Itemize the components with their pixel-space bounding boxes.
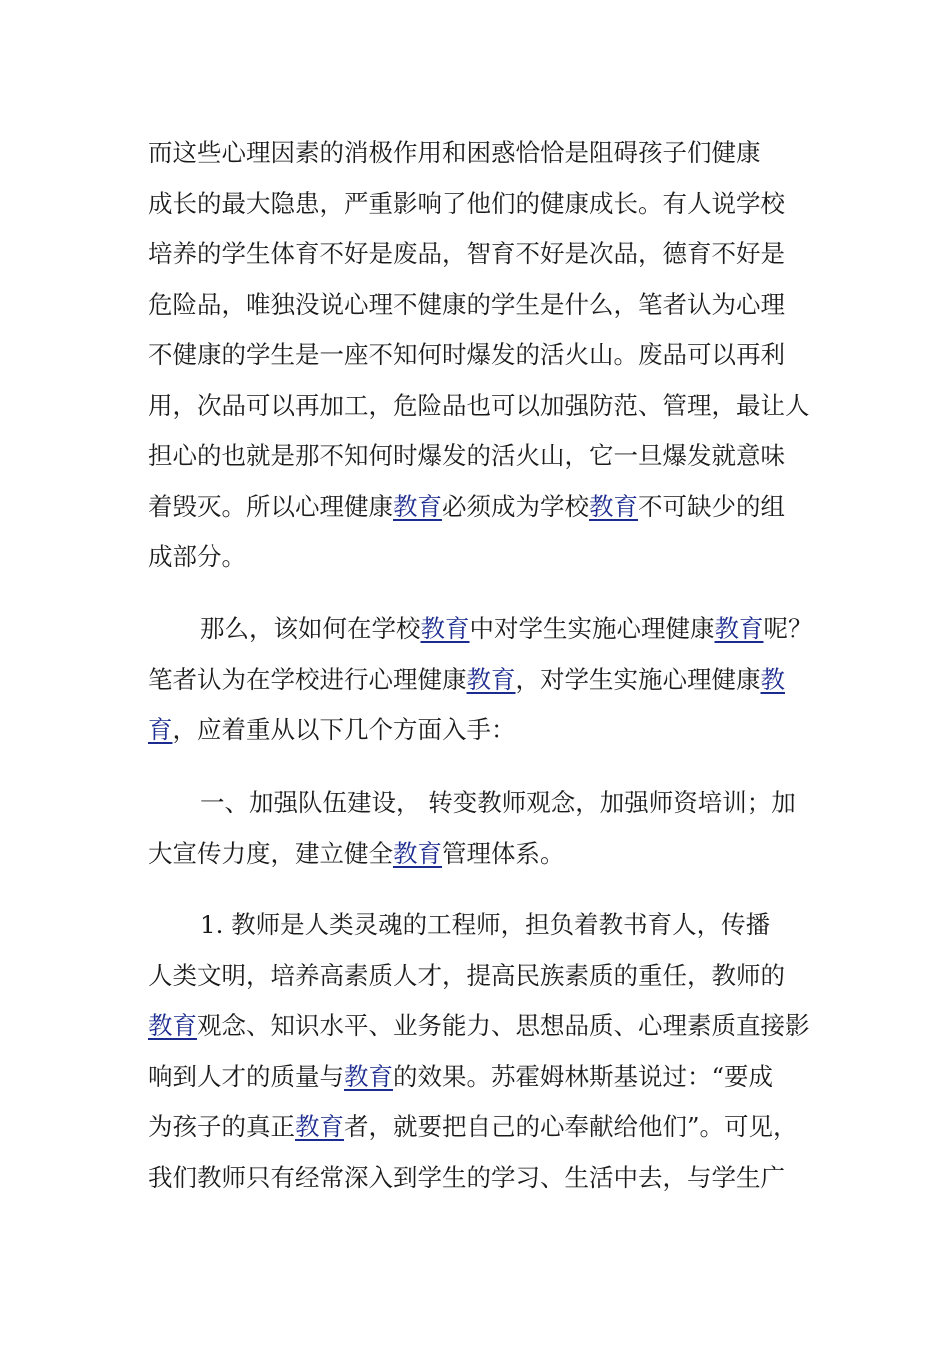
paragraph-1 [148,128,818,583]
keyword-link[interactable]: 教育 [148,1011,197,1040]
text-segment: 不健康的学生是一座不知何时爆发的活火山。废品可以再利 [148,340,785,369]
text-line [148,179,818,230]
paragraph-3 [148,778,818,879]
text-segment: 不可缺少的组 [638,491,785,521]
text-segment: 1. 教师是人类灵魂的工程师，担负着教书育人，传播 [200,910,771,939]
text-line [148,482,818,533]
text-segment: 而这些心理因素的消极作用和困惑恰恰是阻碍孩子们健康 [148,138,761,167]
text-line [148,128,818,179]
text-line [148,604,818,655]
text-line [148,280,818,331]
text-segment: 用，次品可以再加工，危险品也可以加强防范、管理，最让人 [148,390,810,420]
text-line [148,705,818,756]
text-line [148,1102,818,1153]
keyword-link[interactable]: 教育 [466,664,516,694]
text-segment: ，对学生实施心理健康 [515,664,761,694]
text-segment: 着毁灭。所以心理健康 [148,491,393,521]
text-segment: 成长的最大隐患，严重影响了他们的健康成长。有人说学校 [148,188,785,218]
text-segment: 担心的也就是那不知何时爆发的活火山，它一旦爆发就意味 [148,441,785,470]
text-segment: 管理体系。 [442,838,565,868]
text-segment: 危险品，唯独没说心理不健康的学生是什么，笔者认为心理 [148,289,785,319]
text-segment: 那么，该如何在学校 [200,614,421,643]
keyword-link[interactable]: 教育 [589,491,638,521]
text-line [148,778,818,829]
text-segment: 响到人才的质量与 [148,1061,344,1091]
text-line [148,1153,818,1204]
keyword-link[interactable]: 教育 [295,1112,344,1141]
text-line [148,381,818,432]
keyword-link[interactable]: 教育 [714,614,764,643]
text-segment: 中对学生实施心理健康 [469,614,715,643]
text-line [148,1052,818,1103]
text-line [148,532,818,583]
text-segment: ，应着重从以下几个方面入手： [172,715,516,744]
text-segment: 观念、知识水平、业务能力、思想品质、心理素质直接影 [197,1011,810,1040]
text-segment: 者，就要把自己的心奉献给他们”。可见， [344,1112,798,1141]
text-line [148,330,818,381]
text-line [148,829,818,880]
paragraph-4 [148,900,818,1203]
text-line [148,431,818,482]
text-segment: 我们教师只有经常深入到学生的学习、生活中去，与学生广 [148,1162,785,1192]
text-segment: 笔者认为在学校进行心理健康 [148,664,467,694]
keyword-link[interactable]: 教育 [344,1061,393,1091]
text-segment: 呢？ [763,614,813,643]
text-line [148,951,818,1002]
text-line [148,229,818,280]
text-segment: 成部分。 [148,542,246,571]
text-segment: 的效果。苏霍姆林斯基说过：“要成 [393,1061,774,1091]
text-segment: 人类文明，培养高素质人才，提高民族素质的重任，教师的 [148,960,785,990]
text-segment: 培养的学生体育不好是废品，智育不好是次品，德育不好是 [148,239,785,268]
paragraph-2 [148,604,818,756]
keyword-link[interactable]: 教 [760,664,785,694]
text-segment: 大宣传力度，建立健全 [148,838,393,868]
keyword-link[interactable]: 育 [148,715,173,744]
text-line [148,655,818,706]
keyword-link[interactable]: 教育 [393,491,442,521]
keyword-link[interactable]: 教育 [393,838,442,868]
text-segment: 必须成为学校 [442,491,589,521]
text-segment: 为孩子的真正 [148,1112,295,1141]
text-line [148,900,818,951]
text-line [148,1001,818,1052]
text-segment: 一、加强队伍建设， 转变教师观念，加强师资培训；加 [200,788,796,817]
keyword-link[interactable]: 教育 [420,614,470,643]
